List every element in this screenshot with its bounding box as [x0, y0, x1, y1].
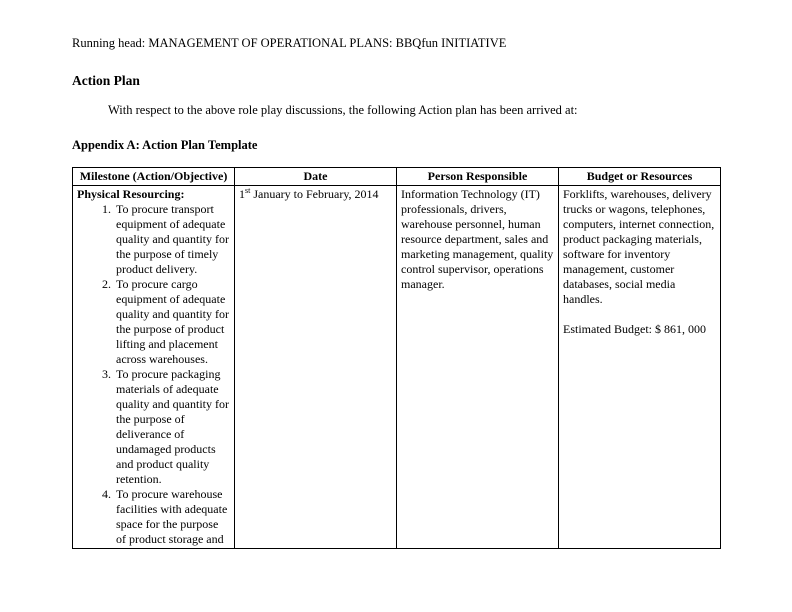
running-head: Running head: MANAGEMENT OF OPERATIONAL PLANS: BBQfun INITIATIVE — [72, 36, 507, 50]
list-item: 4. To procure warehouse facilities with adequate space for the purpose of product storage and — [114, 487, 230, 547]
table-row — [73, 186, 721, 549]
section-heading: Action Plan — [72, 73, 140, 88]
action-plan-table — [72, 167, 721, 549]
list-item: 1. To procure transport equipment of adequate quality and quantity for the purpose of timely product delivery. — [114, 202, 230, 277]
objectives-list — [77, 202, 230, 547]
person-cell: Information Technology (IT) professionals, drivers, warehouse personnel, human resource department, sales and marketing management, quality control supervisor, operations manager. — [397, 186, 559, 549]
date-cell — [235, 186, 397, 549]
appendix-title: Appendix A: Action Plan Template — [72, 138, 258, 152]
header-person: Person Responsible — [397, 168, 559, 186]
date-ordinal: st — [245, 186, 251, 195]
resources-text: Forklifts, warehouses, delivery trucks or wagons, telephones, computers, internet connection, product packaging materials, software for inventory management, customer databases, social media handles. — [563, 187, 715, 306]
list-item: 2. To procure cargo equipment of adequate quality and quantity for the purpose of product lifting and placement across warehouses. — [114, 277, 230, 367]
table-header-row — [73, 168, 721, 186]
budget-cell — [559, 186, 721, 549]
header-date: Date — [235, 168, 397, 186]
header-milestone: Milestone (Action/Objective) — [73, 168, 235, 186]
header-budget: Budget or Resources — [559, 168, 721, 186]
milestone-cell — [73, 186, 235, 549]
date-range: January to February, 2014 — [250, 187, 379, 201]
intro-paragraph: With respect to the above role play discussions, the following Action plan has been arrived at: — [108, 103, 578, 117]
estimated-budget: Estimated Budget: $ 861, 000 — [563, 322, 706, 336]
date-day: 1 — [239, 187, 245, 201]
section-label: Physical Resourcing: — [77, 187, 185, 201]
list-item: 3. To procure packaging materials of adequate quality and quantity for the purpose of deliverance of undamaged products and product quality retention. — [114, 367, 230, 487]
